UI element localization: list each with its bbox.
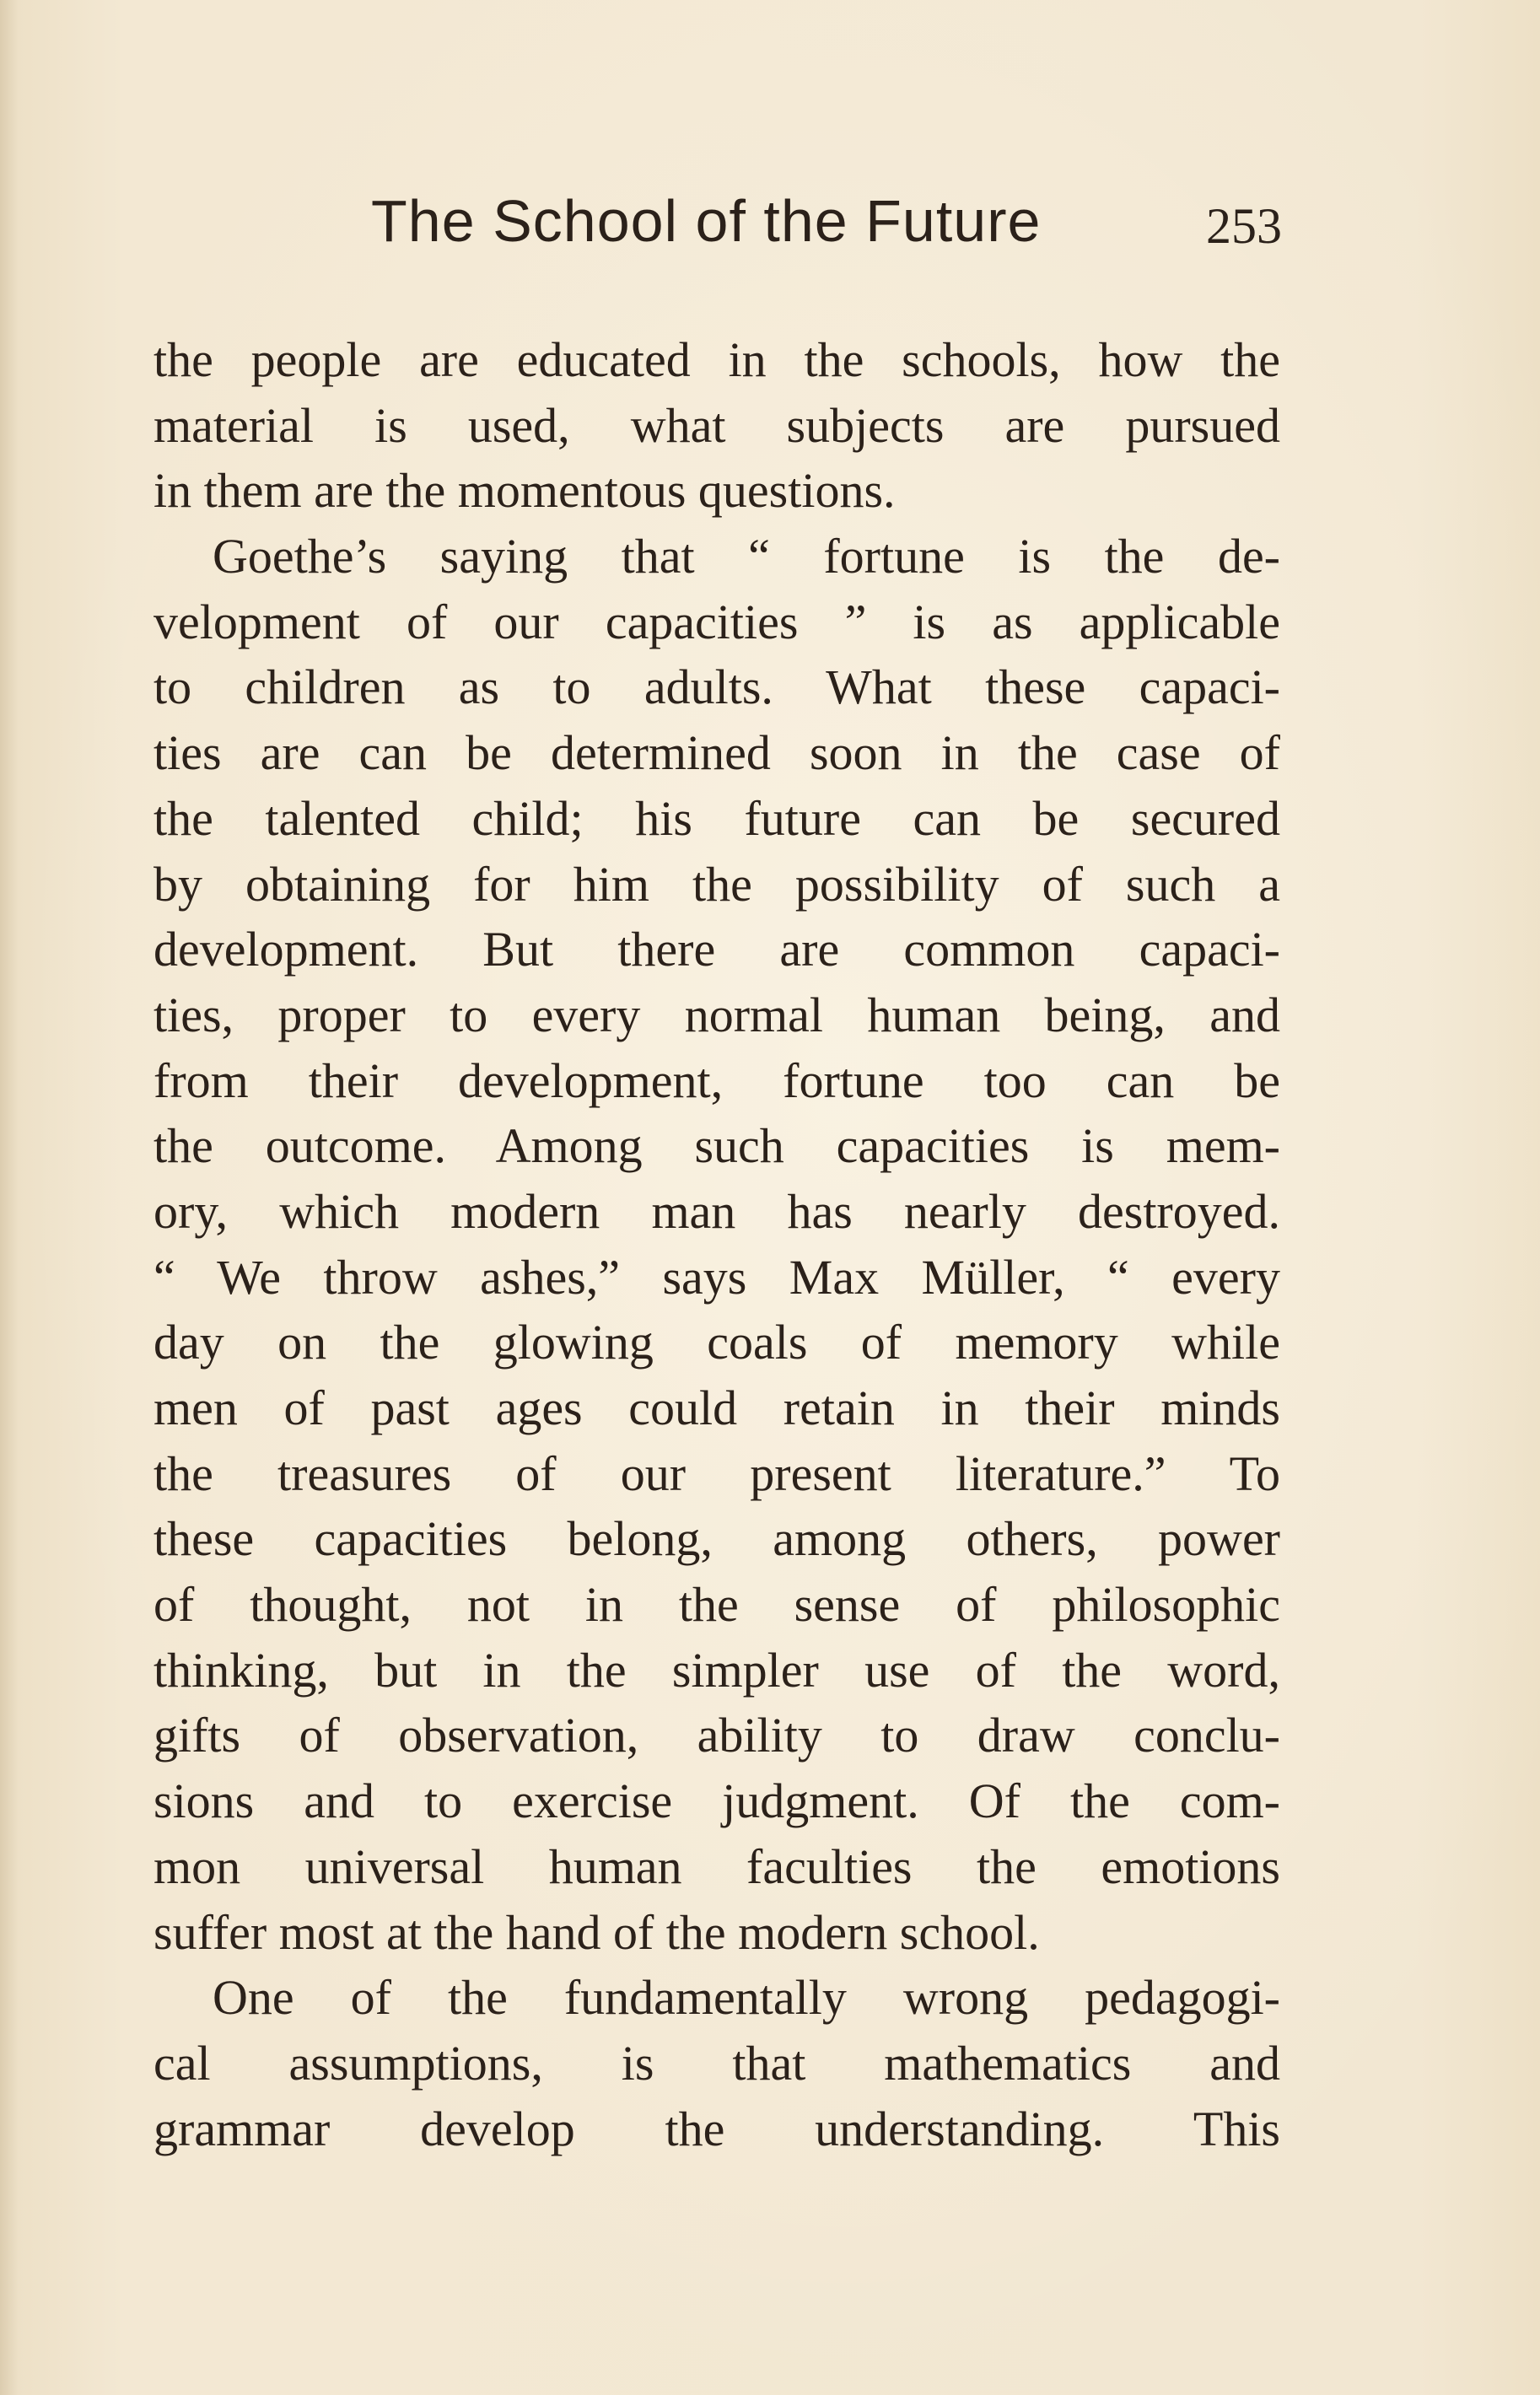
text-line: velopment of our capacities ” is as applicable (153, 594, 1280, 649)
text-line: sions and to exercise judgment. Of the com- (153, 1773, 1280, 1829)
text-line: the talented child; his future can be secured (153, 790, 1280, 846)
text-line: “ We throw ashes,” says Max Müller, “ every (153, 1249, 1280, 1305)
text-line: mon universal human faculties the emotions (153, 1838, 1280, 1894)
text-line: grammar develop the understanding. This (153, 2101, 1280, 2156)
page-gutter-shadow (0, 0, 19, 2395)
text-line: ory, which modern man has nearly destroyed. (153, 1183, 1280, 1239)
text-line: men of past ages could retain in their minds (153, 1380, 1280, 1435)
text-line: the people are educated in the schools, how the (153, 332, 1280, 387)
running-title: The School of the Future (371, 188, 1042, 254)
text-line: the treasures of our present literature.” To (153, 1445, 1280, 1501)
text-line: from their development, fortune too can be (153, 1052, 1280, 1108)
text-line: day on the glowing coals of memory while (153, 1315, 1280, 1370)
body-text (153, 327, 1280, 2161)
text-line: to children as to adults. What these capaci- (153, 659, 1280, 715)
text-line: suffer most at the hand of the modern school. (153, 1904, 1040, 1960)
text-line: ties are can be determined soon in the case of (153, 725, 1280, 781)
text-line: these capacities belong, among others, power (153, 1511, 1280, 1567)
text-line: by obtaining for him the possibility of such a (153, 856, 1280, 912)
page-number: 253 (1206, 198, 1282, 254)
text-line: One of the fundamentally wrong pedagogi- (213, 1970, 1280, 2026)
text-line: development. But there are common capaci- (153, 922, 1280, 977)
text-line: gifts of observation, ability to draw conclu- (153, 1708, 1280, 1763)
text-line: of thought, not in the sense of philosophic (153, 1577, 1280, 1633)
text-line: in them are the momentous questions. (153, 463, 896, 519)
page-header (152, 187, 1282, 263)
text-line: the outcome. Among such capacities is mem- (153, 1118, 1280, 1174)
text-line: thinking, but in the simpler use of the word, (153, 1642, 1280, 1698)
text-line: Goethe’s saying that “ fortune is the de- (213, 529, 1280, 584)
text-line: ties, proper to every normal human being, and (153, 987, 1280, 1042)
text-line: material is used, what subjects are pursued (153, 397, 1280, 453)
text-line: cal assumptions, is that mathematics and (153, 2035, 1280, 2091)
